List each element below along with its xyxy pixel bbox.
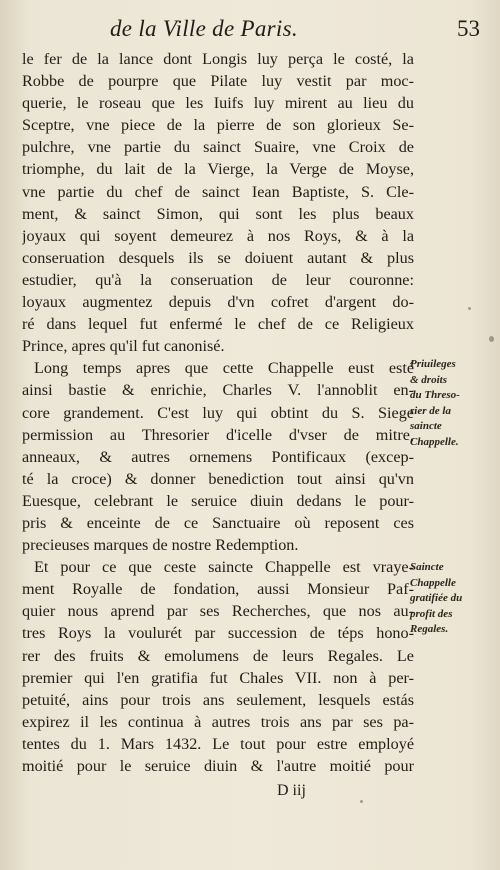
ink-blot bbox=[489, 336, 494, 342]
text-line: permission au Thresorier d'icelle d'vser de mitre, bbox=[22, 425, 414, 444]
text-line: conseruation desquels ils se doiuent autant & plus bbox=[22, 248, 414, 267]
text-line: tres Roys la voulurét par succession de téps hono- bbox=[22, 624, 414, 643]
margin-note-regales bbox=[410, 560, 490, 638]
ink-blot bbox=[468, 307, 471, 310]
text-line: anneaux, & autres ornemens Pontificaux (excep- bbox=[22, 447, 414, 466]
page-header bbox=[110, 16, 480, 46]
text-line: Prince, apres qu'il fut canonisé. bbox=[22, 337, 225, 356]
text-line: joyaux qui soyent demeurez à nos Roys, & à la bbox=[22, 226, 414, 245]
ink-blot bbox=[360, 800, 363, 803]
text-line: ré dans lequel fut enfermé le chef de ce Religieux bbox=[22, 315, 414, 334]
text-line: triomphe, du lait de la Vierge, la Verge de Moyse, bbox=[22, 160, 414, 179]
margin-note-line: rier de la bbox=[410, 404, 451, 417]
margin-note-line: Priuileges bbox=[410, 358, 456, 370]
margin-note-line: du Threso- bbox=[410, 389, 460, 401]
text-line: pris & enceinte de ce Sanctuaire où reposent ces bbox=[22, 513, 414, 532]
running-title: de la Ville de Paris. bbox=[110, 16, 298, 41]
paragraph-3 bbox=[22, 556, 414, 777]
text-line: estudier, qu'à la conseruation de leur couronne: bbox=[22, 270, 414, 289]
text-line: pulchre, vne partie du sainct Suaire, vne Croix de bbox=[22, 138, 414, 157]
text-line: petuité, ains pour trois ans seulement, lesquels estás bbox=[22, 690, 414, 709]
text-line: té la croce) & donner benediction tout ainsi qu'vn bbox=[22, 469, 414, 488]
margin-note-line: profit des bbox=[410, 607, 453, 620]
text-line: precieuses marques de nostre Redemption. bbox=[22, 536, 299, 555]
text-line: Euesque, celebrant le seruice diuin dedans le pour- bbox=[22, 491, 414, 510]
text-line: moitié pour le seruice diuin & l'autre moitié pour bbox=[22, 757, 414, 775]
text-line: Et pour ce que ceste saincte Chappelle est vraye- bbox=[34, 558, 414, 577]
text-line: tentes du 1. Mars 1432. Le tout pour estre employé bbox=[22, 734, 414, 753]
margin-note-privileges bbox=[410, 357, 490, 450]
text-line: loyaux augmentez depuis d'vn cofret d'argent do- bbox=[22, 293, 414, 312]
text-line: ment, & sainct Simon, qui sont les plus beaux bbox=[22, 204, 414, 223]
text-line: Sceptre, vne piece de la pierre de son glorieux Se- bbox=[22, 116, 414, 135]
text-line: vne partie du chef de sainct Iean Baptiste, S. Cle- bbox=[22, 182, 414, 201]
page-number: 53 bbox=[457, 16, 480, 41]
margin-note-line: gratifiée du bbox=[410, 592, 463, 604]
text-line: ment Royalle de fondation, aussi Monsieur Paf- bbox=[22, 580, 414, 599]
text-line: expirez il les continua à autres trois ans par ses pa- bbox=[22, 712, 414, 731]
margin-note-line: Chappelle. bbox=[410, 435, 459, 448]
text-line: Robbe de pourpre que Pilate luy vestit par moc- bbox=[22, 72, 414, 91]
text-line: rer des fruits & emolumens de leurs Regales. Le bbox=[22, 646, 414, 665]
margin-note-line: saincte bbox=[410, 420, 442, 432]
text-line: Long temps apres que cette Chappelle eust esté bbox=[34, 359, 414, 378]
text-line: ainsi bastie & enrichie, Charles V. l'annoblit en- bbox=[22, 381, 414, 400]
main-text bbox=[22, 48, 414, 777]
margin-note-line: Regales. bbox=[410, 623, 449, 635]
paragraph-1 bbox=[22, 48, 414, 357]
signature-mark: D iij bbox=[277, 782, 306, 799]
text-line: core grandement. C'est luy qui obtint du S. Siege bbox=[22, 403, 414, 422]
text-line: premier qui l'en gratifia fut Chales VII. non à per- bbox=[22, 668, 414, 687]
margin-note-line: Chappelle bbox=[410, 576, 456, 589]
text-line: querie, le roseau que les Iuifs luy mirent au lieu du bbox=[22, 94, 414, 113]
paragraph-2 bbox=[22, 357, 414, 556]
margin-note-line: Saincte bbox=[410, 561, 444, 573]
margin-note-line: & droits bbox=[410, 373, 447, 386]
text-line: le fer de la lance dont Longis luy perça le costé, la bbox=[22, 50, 414, 68]
text-line: quier nous aprend par ses Recherches, que nos au- bbox=[22, 602, 414, 621]
